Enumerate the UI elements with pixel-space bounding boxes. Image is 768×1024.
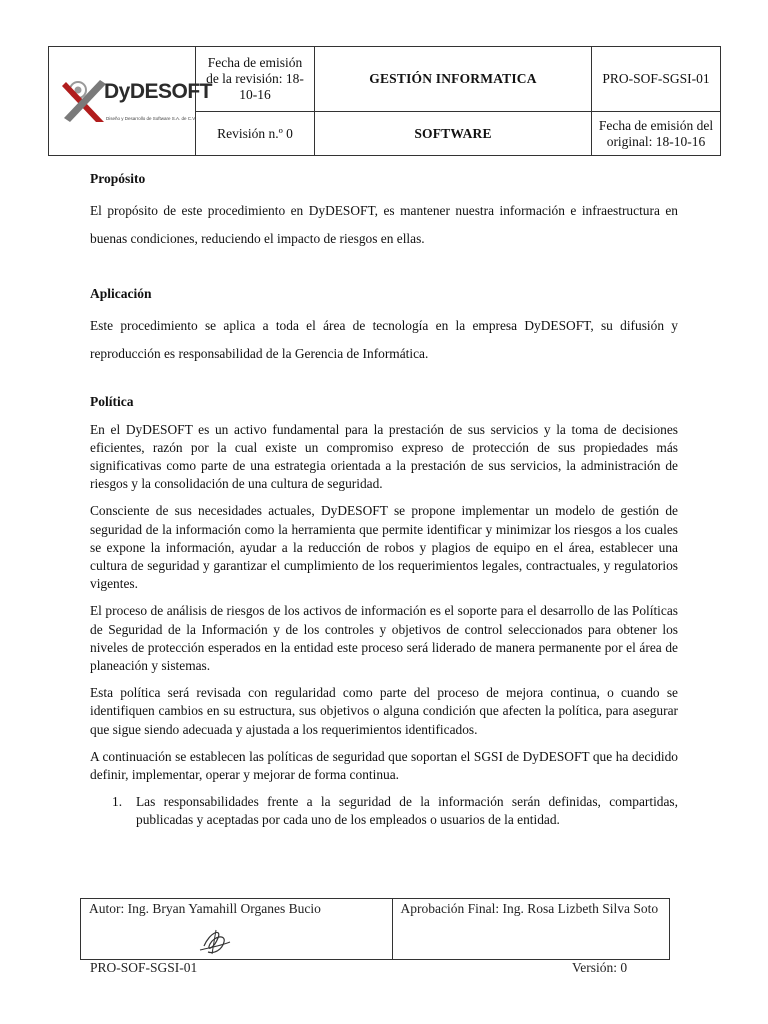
paragraph-aplicacion: Este procedimiento se aplica a toda el área de tecnología en la empresa DyDESOFT, su difusión y reproducción es responsabilidad de la Gerencia de Informática.: [90, 318, 678, 362]
signature-icon: [196, 922, 236, 958]
paragraph-politica-4: Esta política será revisada con regularidad como parte del proceso de mejora continua, o cuando se identifiquen cambios en su estructura, sus objetivos o alguna condición que afecten la política, para asegurar que sigue siendo adecuada y ajustada a los requerimientos identificados.: [90, 685, 678, 737]
paragraph-politica-2: Consciente de sus necesidades actuales, DyDESOFT se propone implementar un modelo de gestión de seguridad de la información como la herramienta que permite identificar y minimizar los riesgos a los cuales se expone la información, ayudar a la reducción de robos y plagios de equipo en el área, establecer una cultura de seguridad y garantizar el cumplimiento de los requerimientos legales, contractuales, y regulatorios vigentes.: [90, 503, 678, 592]
logo-brand-text: DyDESOFT: [104, 80, 213, 103]
paragraph-politica-3: El proceso de análisis de riesgos de los activos de información es el soporte para el desarrollo de las Políticas de Seguridad de la Información y de los controles y objetivos de control seleccionados para obtener los niveles de protección esperados en la entidad este proceso será liderado de manera permanente por el área de planeación y sistemas.: [90, 603, 678, 674]
section-heading-proposito: Propósito: [90, 171, 146, 186]
approval-table: [80, 898, 670, 960]
footer-document-code: PRO-SOF-SGSI-01: [90, 960, 198, 975]
revision-number-cell: Revisión n.º 0: [196, 112, 315, 156]
document-subtitle: SOFTWARE: [315, 112, 592, 156]
paragraph-politica-1: En el DyDESOFT es un activo fundamental para la prestación de sus servicios y la toma de decisiones eficientes, razón por la cual existe un compromiso expreso de protección de sus propiedades más significativas como parte de una estrategia orientada a la prestación de sus servicios, la administración de riesgos y la consolidación de una cultura de seguridad.: [90, 421, 678, 492]
section-heading-politica: Política: [90, 394, 134, 410]
document-header: [48, 46, 721, 156]
logo-cell: [49, 47, 213, 156]
logo-x-icon: [60, 76, 110, 126]
logo-tagline: Diseño y Desarrollo de Software S.A. de C.V.: [106, 116, 197, 121]
original-date-cell: Fecha de emisión del original: 18-10-16: [592, 112, 721, 156]
paragraph-politica-5: A continuación se establecen las políticas de seguridad que soportan el SGSI de DyDESOFT que ha decidido definir, implementar, operar y mejorar de forma continua.: [90, 748, 678, 783]
list-item: [90, 793, 678, 829]
document-title: GESTIÓN INFORMATICA: [315, 47, 592, 112]
document-code-cell: PRO-SOF-SGSI-01: [592, 47, 721, 112]
author-cell: Autor: Ing. Bryan Yamahill Organes Bucio: [81, 899, 393, 960]
list-item-number: 1.: [112, 794, 123, 810]
policy-list: [90, 793, 678, 829]
list-item-text: Las responsabilidades frente a la seguridad de la información serán definidas, compartidas, publicadas y aceptadas por cada uno de los empleados o usuarios de la entidad.: [136, 794, 678, 828]
paragraph-proposito: El propósito de este procedimiento en DyDESOFT, es mantener nuestra información e infraestructura en buenas condiciones, reduciendo el impacto de riesgos en ellas.: [90, 203, 678, 247]
document-body: [90, 170, 678, 830]
approval-cell: Aprobación Final: Ing. Rosa Lizbeth Silva Soto: [392, 899, 670, 960]
section-heading-aplicacion: Aplicación: [90, 286, 152, 302]
company-logo: [60, 76, 213, 126]
revision-date-cell: Fecha de emisión de la revisión: 18-10-16: [196, 47, 315, 112]
footer-version: Versión: 0: [572, 960, 628, 975]
